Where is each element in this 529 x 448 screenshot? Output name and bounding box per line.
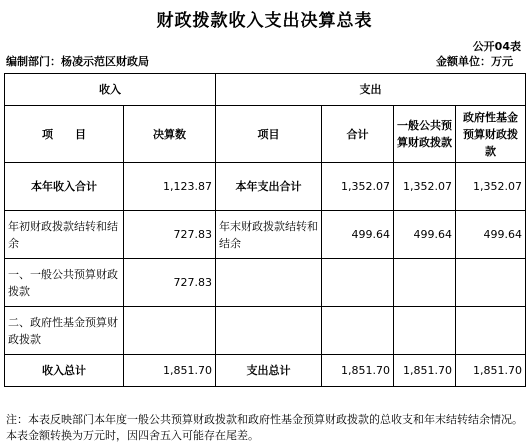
expense-item: 年末财政拨款结转和结余 [216, 211, 322, 259]
expense-total-label: 支出总计 [216, 355, 322, 387]
income-item: 年初财政拨款结转和结余 [5, 211, 124, 259]
expense-item [216, 259, 322, 307]
expense-fund: 1,352.07 [456, 163, 526, 211]
department-label: 编制部门：杨凌示范区财政局 [6, 55, 149, 68]
footnote: 注：本表反映部门本年度一般公共预算财政拨款和政府性基金预算财政拨款的总收支和年末结转结余情况。本表金额转换为万元时，因四舍五入可能存在尾差。 [6, 413, 523, 442]
expense-total: 1,851.70 [322, 355, 394, 387]
income-header: 收入 [5, 74, 216, 106]
income-value: 727.83 [124, 211, 216, 259]
fund-budget-header: 政府性基金预算财政拨款 [456, 106, 526, 163]
finance-summary-table [4, 73, 526, 387]
expense-total: 1,352.07 [322, 163, 394, 211]
table-row [5, 163, 526, 211]
expense-total [322, 307, 394, 355]
report-meta [6, 53, 513, 69]
table-total-row [5, 355, 526, 387]
expense-fund: 1,851.70 [456, 355, 526, 387]
item-right-header: 项目 [216, 106, 322, 163]
expense-fund [456, 307, 526, 355]
income-total-value: 1,851.70 [124, 355, 216, 387]
expense-total [322, 259, 394, 307]
expense-general [394, 307, 456, 355]
table-subheader-row [5, 106, 526, 163]
table-row [5, 211, 526, 259]
income-value: 727.83 [124, 259, 216, 307]
expense-fund: 499.64 [456, 211, 526, 259]
income-item: 二、政府性基金预算财政拨款 [5, 307, 124, 355]
expense-general: 1,851.70 [394, 355, 456, 387]
expense-header: 支出 [216, 74, 526, 106]
income-total-label: 收入总计 [5, 355, 124, 387]
total-header: 合计 [322, 106, 394, 163]
income-item: 一、一般公共预算财政拨款 [5, 259, 124, 307]
expense-item [216, 307, 322, 355]
table-header-row [5, 74, 526, 106]
expense-general [394, 259, 456, 307]
budget-amount-header: 决算数 [124, 106, 216, 163]
item-left-header: 项 目 [5, 106, 124, 163]
form-number: 公开04表 [472, 40, 521, 53]
unit-label: 金额单位：万元 [436, 55, 513, 68]
income-value: 1,123.87 [124, 163, 216, 211]
income-value [124, 307, 216, 355]
expense-general: 1,352.07 [394, 163, 456, 211]
income-item: 本年收入合计 [5, 163, 124, 211]
expense-total: 499.64 [322, 211, 394, 259]
general-budget-header: 一般公共预算财政拨款 [394, 106, 456, 163]
expense-fund [456, 259, 526, 307]
report-title: 财政拨款收入支出决算总表 [156, 11, 373, 31]
table-row [5, 307, 526, 355]
expense-item: 本年支出合计 [216, 163, 322, 211]
table-row [5, 259, 526, 307]
expense-general: 499.64 [394, 211, 456, 259]
